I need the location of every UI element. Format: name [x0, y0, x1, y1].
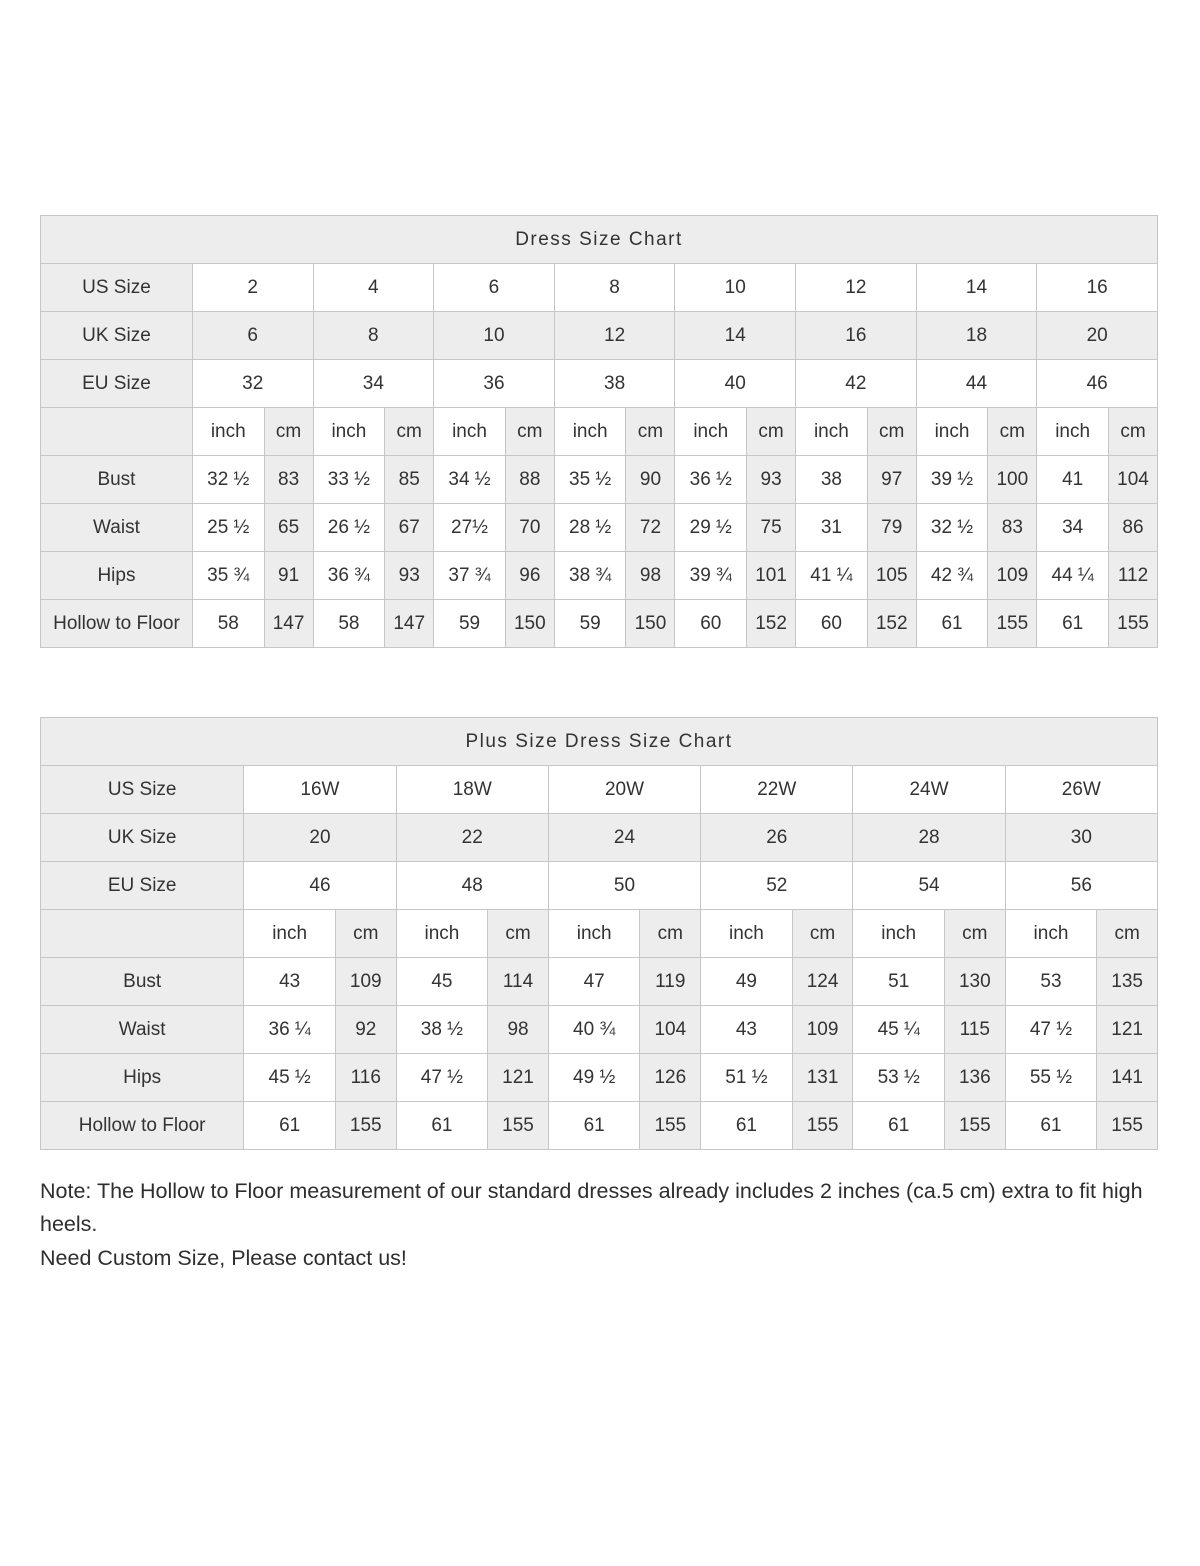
measure-value-cell: 93 — [747, 456, 796, 504]
measure-value-cell: 25 ½ — [192, 504, 264, 552]
measure-value-cell: 35 ¾ — [192, 552, 264, 600]
row-label: Bust — [41, 958, 244, 1006]
measure-value-cell: 79 — [867, 504, 916, 552]
measure-value-cell: 104 — [640, 1006, 701, 1054]
measure-value-cell: 124 — [792, 958, 853, 1006]
measure-value-cell: 58 — [313, 600, 385, 648]
unit-cell: inch — [396, 910, 488, 958]
size-row — [41, 264, 1158, 312]
size-value-cell: 24W — [853, 766, 1005, 814]
unit-cell: cm — [867, 408, 916, 456]
measure-value-cell: 26 ½ — [313, 504, 385, 552]
unit-header-row — [41, 910, 1158, 958]
measure-value-cell: 39 ½ — [916, 456, 988, 504]
size-value-cell: 10 — [675, 264, 796, 312]
dress-size-chart-body — [41, 264, 1158, 648]
size-value-cell: 36 — [434, 360, 555, 408]
unit-cell: inch — [244, 910, 336, 958]
measure-value-cell: 47 ½ — [1005, 1006, 1097, 1054]
unit-cell: cm — [264, 408, 313, 456]
measure-value-cell: 49 ½ — [548, 1054, 640, 1102]
measure-value-cell: 90 — [626, 456, 675, 504]
footnote — [40, 1175, 1152, 1275]
row-label: Bust — [41, 456, 193, 504]
measure-value-cell: 152 — [867, 600, 916, 648]
size-value-cell: 44 — [916, 360, 1037, 408]
size-row — [41, 312, 1158, 360]
measure-value-cell: 101 — [747, 552, 796, 600]
measure-value-cell: 59 — [434, 600, 506, 648]
measure-value-cell: 61 — [853, 1102, 945, 1150]
measure-value-cell: 86 — [1108, 504, 1157, 552]
measure-value-cell: 29 ½ — [675, 504, 747, 552]
size-value-cell: 18 — [916, 312, 1037, 360]
unit-cell: inch — [1005, 910, 1097, 958]
measure-value-cell: 121 — [488, 1054, 549, 1102]
measure-value-cell: 51 ½ — [701, 1054, 793, 1102]
size-row — [41, 814, 1158, 862]
row-label — [41, 910, 244, 958]
measure-value-cell: 37 ¾ — [434, 552, 506, 600]
size-value-cell: 14 — [675, 312, 796, 360]
dress-size-chart-title: Dress Size Chart — [41, 216, 1158, 264]
size-value-cell: 24 — [548, 814, 700, 862]
measure-row — [41, 1054, 1158, 1102]
measure-value-cell: 61 — [396, 1102, 488, 1150]
row-label: Hollow to Floor — [41, 1102, 244, 1150]
unit-cell: cm — [640, 910, 701, 958]
measure-row — [41, 504, 1158, 552]
size-value-cell: 48 — [396, 862, 548, 910]
measure-row — [41, 600, 1158, 648]
measure-value-cell: 53 ½ — [853, 1054, 945, 1102]
measure-value-cell: 35 ½ — [554, 456, 626, 504]
measure-value-cell: 130 — [945, 958, 1006, 1006]
size-value-cell: 10 — [434, 312, 555, 360]
unit-cell: cm — [385, 408, 434, 456]
measure-value-cell: 92 — [335, 1006, 396, 1054]
unit-cell: inch — [853, 910, 945, 958]
size-value-cell: 26W — [1005, 766, 1157, 814]
measure-value-cell: 109 — [988, 552, 1037, 600]
measure-value-cell: 60 — [675, 600, 747, 648]
measure-value-cell: 100 — [988, 456, 1037, 504]
measure-value-cell: 61 — [1005, 1102, 1097, 1150]
measure-row — [41, 958, 1158, 1006]
measure-value-cell: 75 — [747, 504, 796, 552]
measure-value-cell: 49 — [701, 958, 793, 1006]
measure-row — [41, 1006, 1158, 1054]
table-title-row — [41, 718, 1158, 766]
measure-value-cell: 152 — [747, 600, 796, 648]
measure-value-cell: 38 — [796, 456, 868, 504]
measure-value-cell: 147 — [264, 600, 313, 648]
size-value-cell: 46 — [244, 862, 396, 910]
size-value-cell: 38 — [554, 360, 675, 408]
measure-value-cell: 98 — [488, 1006, 549, 1054]
measure-value-cell: 70 — [505, 504, 554, 552]
measure-value-cell: 85 — [385, 456, 434, 504]
size-value-cell: 12 — [796, 264, 917, 312]
size-value-cell: 14 — [916, 264, 1037, 312]
measure-value-cell: 27½ — [434, 504, 506, 552]
measure-value-cell: 93 — [385, 552, 434, 600]
size-row — [41, 360, 1158, 408]
measure-value-cell: 32 ½ — [916, 504, 988, 552]
size-value-cell: 34 — [313, 360, 434, 408]
measure-value-cell: 109 — [792, 1006, 853, 1054]
size-value-cell: 20 — [244, 814, 396, 862]
measure-value-cell: 119 — [640, 958, 701, 1006]
measure-value-cell: 97 — [867, 456, 916, 504]
measure-value-cell: 109 — [335, 958, 396, 1006]
plus-size-dress-size-chart-title: Plus Size Dress Size Chart — [41, 718, 1158, 766]
size-value-cell: 46 — [1037, 360, 1158, 408]
unit-cell: inch — [701, 910, 793, 958]
measure-value-cell: 38 ¾ — [554, 552, 626, 600]
size-value-cell: 6 — [192, 312, 313, 360]
dress-size-chart-table — [40, 215, 1158, 648]
unit-cell: cm — [945, 910, 1006, 958]
unit-cell: cm — [335, 910, 396, 958]
plus-size-dress-size-chart-body — [41, 766, 1158, 1150]
measure-value-cell: 121 — [1097, 1006, 1158, 1054]
measure-value-cell: 45 ¼ — [853, 1006, 945, 1054]
measure-row — [41, 1102, 1158, 1150]
size-value-cell: 6 — [434, 264, 555, 312]
measure-value-cell: 55 ½ — [1005, 1054, 1097, 1102]
unit-cell: inch — [554, 408, 626, 456]
size-value-cell: 28 — [853, 814, 1005, 862]
row-label: EU Size — [41, 862, 244, 910]
measure-value-cell: 61 — [701, 1102, 793, 1150]
measure-value-cell: 45 — [396, 958, 488, 1006]
measure-value-cell: 33 ½ — [313, 456, 385, 504]
measure-value-cell: 61 — [1037, 600, 1109, 648]
row-label: Hollow to Floor — [41, 600, 193, 648]
measure-value-cell: 116 — [335, 1054, 396, 1102]
measure-value-cell: 98 — [626, 552, 675, 600]
measure-value-cell: 155 — [988, 600, 1037, 648]
measure-value-cell: 83 — [988, 504, 1037, 552]
unit-cell: inch — [796, 408, 868, 456]
measure-value-cell: 32 ½ — [192, 456, 264, 504]
measure-value-cell: 43 — [701, 1006, 793, 1054]
unit-cell: cm — [1108, 408, 1157, 456]
measure-value-cell: 45 ½ — [244, 1054, 336, 1102]
measure-value-cell: 60 — [796, 600, 868, 648]
measure-value-cell: 47 ½ — [396, 1054, 488, 1102]
row-label: Waist — [41, 504, 193, 552]
unit-cell: inch — [434, 408, 506, 456]
size-value-cell: 16 — [796, 312, 917, 360]
measure-value-cell: 28 ½ — [554, 504, 626, 552]
measure-value-cell: 83 — [264, 456, 313, 504]
measure-value-cell: 36 ¾ — [313, 552, 385, 600]
size-value-cell: 52 — [701, 862, 853, 910]
measure-value-cell: 42 ¾ — [916, 552, 988, 600]
size-value-cell: 16 — [1037, 264, 1158, 312]
row-label: Hips — [41, 1054, 244, 1102]
size-value-cell: 16W — [244, 766, 396, 814]
measure-value-cell: 53 — [1005, 958, 1097, 1006]
measure-value-cell: 36 ¼ — [244, 1006, 336, 1054]
measure-value-cell: 91 — [264, 552, 313, 600]
measure-value-cell: 136 — [945, 1054, 1006, 1102]
unit-cell: cm — [792, 910, 853, 958]
plus-size-dress-size-chart-table — [40, 717, 1158, 1150]
measure-value-cell: 58 — [192, 600, 264, 648]
size-value-cell: 26 — [701, 814, 853, 862]
measure-value-cell: 61 — [548, 1102, 640, 1150]
measure-value-cell: 155 — [335, 1102, 396, 1150]
measure-value-cell: 112 — [1108, 552, 1157, 600]
measure-value-cell: 61 — [244, 1102, 336, 1150]
measure-value-cell: 31 — [796, 504, 868, 552]
measure-value-cell: 41 ¼ — [796, 552, 868, 600]
unit-cell: inch — [192, 408, 264, 456]
row-label: EU Size — [41, 360, 193, 408]
measure-value-cell: 115 — [945, 1006, 1006, 1054]
measure-value-cell: 61 — [916, 600, 988, 648]
measure-value-cell: 43 — [244, 958, 336, 1006]
size-value-cell: 8 — [554, 264, 675, 312]
unit-header-row — [41, 408, 1158, 456]
size-value-cell: 40 — [675, 360, 796, 408]
footnote-custom-size-note: Need Custom Size, Please contact us! — [40, 1245, 407, 1270]
measure-value-cell: 36 ½ — [675, 456, 747, 504]
measure-value-cell: 141 — [1097, 1054, 1158, 1102]
measure-value-cell: 155 — [945, 1102, 1006, 1150]
unit-cell: inch — [675, 408, 747, 456]
measure-value-cell: 155 — [1108, 600, 1157, 648]
unit-cell: cm — [626, 408, 675, 456]
unit-cell: cm — [747, 408, 796, 456]
row-label — [41, 408, 193, 456]
size-value-cell: 54 — [853, 862, 1005, 910]
row-label: Waist — [41, 1006, 244, 1054]
measure-value-cell: 150 — [626, 600, 675, 648]
size-value-cell: 22 — [396, 814, 548, 862]
measure-value-cell: 88 — [505, 456, 554, 504]
measure-value-cell: 39 ¾ — [675, 552, 747, 600]
measure-value-cell: 72 — [626, 504, 675, 552]
unit-cell: cm — [505, 408, 554, 456]
size-value-cell: 56 — [1005, 862, 1157, 910]
unit-cell: cm — [488, 910, 549, 958]
size-value-cell: 18W — [396, 766, 548, 814]
unit-cell: cm — [1097, 910, 1158, 958]
row-label: UK Size — [41, 814, 244, 862]
unit-cell: inch — [1037, 408, 1109, 456]
size-row — [41, 766, 1158, 814]
size-value-cell: 20 — [1037, 312, 1158, 360]
size-row — [41, 862, 1158, 910]
measure-value-cell: 47 — [548, 958, 640, 1006]
measure-value-cell: 44 ¼ — [1037, 552, 1109, 600]
measure-value-cell: 105 — [867, 552, 916, 600]
row-label: Hips — [41, 552, 193, 600]
size-value-cell: 30 — [1005, 814, 1157, 862]
table-title-row — [41, 216, 1158, 264]
measure-value-cell: 65 — [264, 504, 313, 552]
measure-value-cell: 155 — [640, 1102, 701, 1150]
measure-value-cell: 96 — [505, 552, 554, 600]
measure-value-cell: 150 — [505, 600, 554, 648]
measure-value-cell: 135 — [1097, 958, 1158, 1006]
measure-value-cell: 104 — [1108, 456, 1157, 504]
footnote-hollow-to-floor-note: Note: The Hollow to Floor measurement of our standard dresses already includes 2 inches (ca.5 cm) extra to fit high heels. — [40, 1179, 1143, 1237]
measure-value-cell: 114 — [488, 958, 549, 1006]
size-value-cell: 20W — [548, 766, 700, 814]
measure-row — [41, 552, 1158, 600]
measure-value-cell: 155 — [792, 1102, 853, 1150]
unit-cell: inch — [916, 408, 988, 456]
measure-value-cell: 38 ½ — [396, 1006, 488, 1054]
size-value-cell: 22W — [701, 766, 853, 814]
measure-value-cell: 59 — [554, 600, 626, 648]
measure-value-cell: 155 — [1097, 1102, 1158, 1150]
row-label: UK Size — [41, 312, 193, 360]
size-value-cell: 12 — [554, 312, 675, 360]
unit-cell: cm — [988, 408, 1037, 456]
size-value-cell: 2 — [192, 264, 313, 312]
measure-value-cell: 67 — [385, 504, 434, 552]
measure-value-cell: 131 — [792, 1054, 853, 1102]
row-label: US Size — [41, 766, 244, 814]
size-value-cell: 32 — [192, 360, 313, 408]
measure-value-cell: 147 — [385, 600, 434, 648]
measure-value-cell: 155 — [488, 1102, 549, 1150]
size-value-cell: 42 — [796, 360, 917, 408]
measure-value-cell: 34 — [1037, 504, 1109, 552]
size-value-cell: 4 — [313, 264, 434, 312]
size-value-cell: 50 — [548, 862, 700, 910]
unit-cell: inch — [548, 910, 640, 958]
size-value-cell: 8 — [313, 312, 434, 360]
row-label: US Size — [41, 264, 193, 312]
measure-value-cell: 40 ¾ — [548, 1006, 640, 1054]
measure-value-cell: 126 — [640, 1054, 701, 1102]
measure-value-cell: 34 ½ — [434, 456, 506, 504]
measure-row — [41, 456, 1158, 504]
unit-cell: inch — [313, 408, 385, 456]
measure-value-cell: 51 — [853, 958, 945, 1006]
measure-value-cell: 41 — [1037, 456, 1109, 504]
